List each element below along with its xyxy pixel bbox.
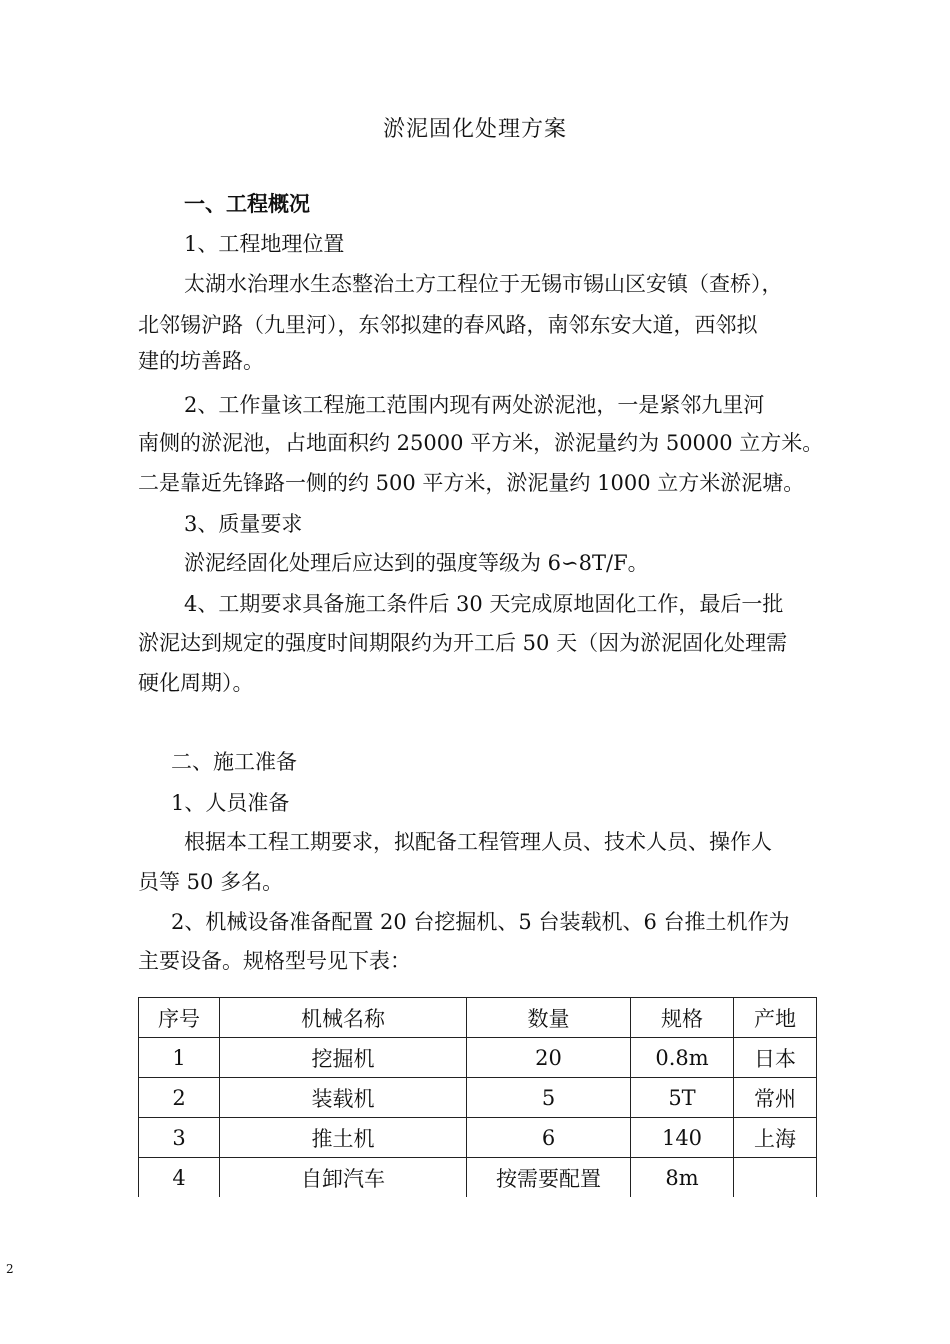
section-1-heading: 一、工程概况: [184, 191, 310, 216]
page-title: 淤泥固化处理方案: [382, 117, 567, 142]
table-header: 产地: [734, 998, 817, 1038]
table-cell: 3: [139, 1118, 220, 1158]
table-row: [139, 1038, 817, 1078]
table-cell: 按需要配置: [467, 1158, 631, 1198]
table-cell: 挖掘机: [220, 1038, 467, 1078]
subheading-location: 1、工程地理位置: [184, 232, 345, 256]
paragraph-line: 硬化周期）。: [138, 671, 254, 695]
subheading-quality: 3、质量要求: [184, 512, 303, 536]
table-cell: 2: [139, 1078, 220, 1118]
table-header: 机械名称: [220, 998, 467, 1038]
table-cell: 上海: [734, 1118, 817, 1158]
table-cell: 8m: [631, 1158, 734, 1198]
paragraph-line: 北邻锡沪路（九里河），东邻拟建的春风路，南邻东安大道，西邻拟: [138, 313, 758, 337]
paragraph-line: 2、机械设备准备配置 20 台挖掘机、5 台装载机、6 台推土机作为: [171, 910, 790, 934]
table-cell: 推土机: [220, 1118, 467, 1158]
paragraph-line: 员等 50 多名。: [138, 870, 284, 894]
table-cell: 日本: [734, 1038, 817, 1078]
paragraph-line: 二是靠近先锋路一侧的约 500 平方米，淤泥量约 1000 立方米淤泥塘。: [138, 471, 805, 495]
paragraph-line: 太湖水治理水生态整治土方工程位于无锡市锡山区安镇（查桥），: [184, 272, 783, 296]
table-cell: 5T: [631, 1078, 734, 1118]
page-number: 2: [6, 1262, 14, 1276]
table-header: 数量: [467, 998, 631, 1038]
paragraph-line: 淤泥经固化处理后应达到的强度等级为 6∽8T/F。: [184, 551, 649, 575]
table-cell: 140: [631, 1118, 734, 1158]
table-row: [139, 1118, 817, 1158]
subheading-personnel: 1、人员准备: [171, 791, 290, 815]
table-row: [139, 1158, 817, 1198]
table-cell: 自卸汽车: [220, 1158, 467, 1198]
paragraph-line: 根据本工程工期要求，拟配备工程管理人员、技术人员、操作人: [184, 830, 772, 854]
table-cell: 4: [139, 1158, 220, 1198]
table-cell: 5: [467, 1078, 631, 1118]
table-header: 规格: [631, 998, 734, 1038]
equipment-table: [138, 997, 817, 1197]
table-cell: 20: [467, 1038, 631, 1078]
paragraph-line: 淤泥达到规定的强度时间期限约为开工后 50 天（因为淤泥固化处理需: [138, 631, 788, 655]
table-cell: 1: [139, 1038, 220, 1078]
paragraph-line: 2、工作量该工程施工范围内现有两处淤泥池，一是紧邻九里河: [184, 393, 765, 417]
paragraph-line: 南侧的淤泥池，占地面积约 25000 平方米，淤泥量约为 50000 立方米。: [138, 431, 824, 455]
table-header: 序号: [139, 998, 220, 1038]
paragraph-line: 4、工期要求具备施工条件后 30 天完成原地固化工作，最后一批: [184, 592, 784, 616]
table-cell: 装载机: [220, 1078, 467, 1118]
paragraph-line: 建的坊善路。: [138, 349, 264, 373]
table-cell: [734, 1158, 817, 1198]
table-header-row: [139, 998, 817, 1038]
table-cell: 6: [467, 1118, 631, 1158]
table-cell: 常州: [734, 1078, 817, 1118]
table-row: [139, 1078, 817, 1118]
section-2-heading: 二、施工准备: [171, 750, 297, 774]
paragraph-line: 主要设备。规格型号见下表：: [138, 949, 411, 973]
table-cell: 0.8m: [631, 1038, 734, 1078]
